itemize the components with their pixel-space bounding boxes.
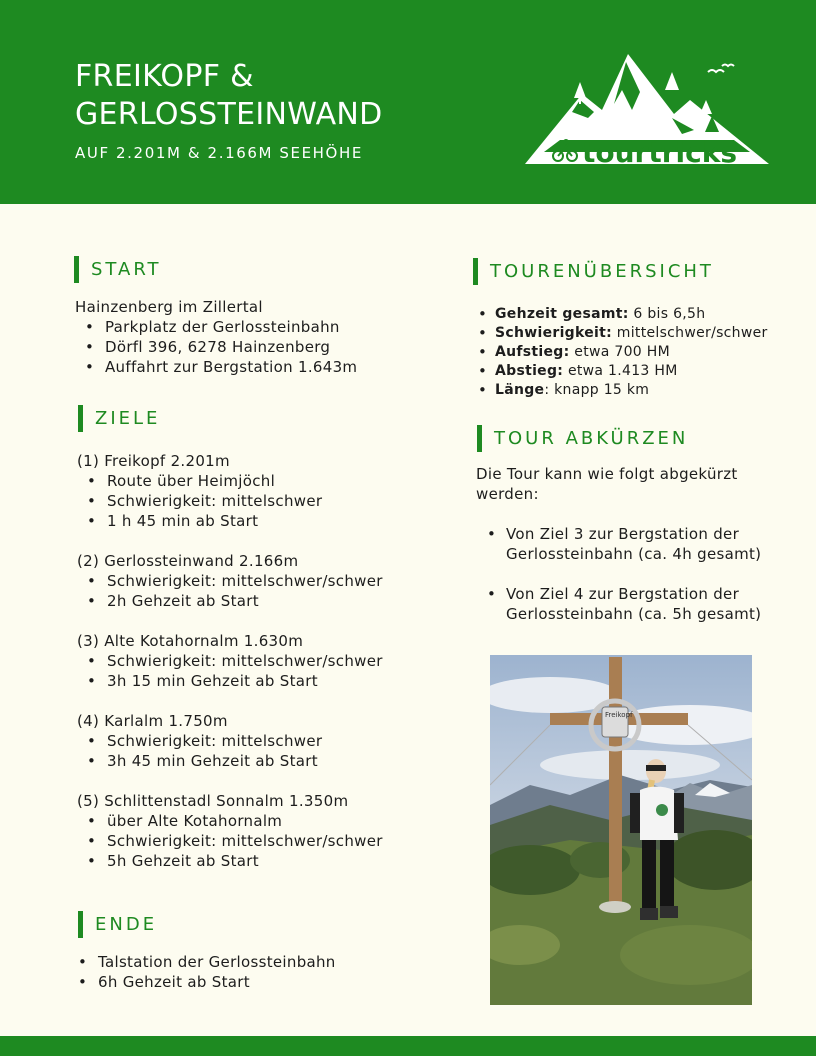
ziel-item: • über Alte Kotahornalm (77, 811, 447, 831)
summit-photo-illustration (490, 655, 752, 1005)
start-item: • Parkplatz der Gerlossteinbahn (75, 317, 435, 337)
footer-bar (0, 1036, 816, 1056)
ziel-item: • Schwierigkeit: mittelschwer/schwer (77, 831, 447, 851)
ende-heading (78, 911, 157, 938)
logo-text: tourtricks (582, 136, 738, 168)
overview-heading-label: TOURENÜBERSICHT (490, 261, 714, 282)
ziel-item: • Schwierigkeit: mittelschwer/schwer (77, 651, 447, 671)
overview-item (475, 324, 795, 343)
ziel-list (77, 731, 447, 771)
tourtricks-logo (522, 52, 772, 168)
summit-photo (490, 655, 752, 1005)
overview-item (475, 343, 795, 362)
ziel-title: (5) Schlittenstadl Sonnalm 1.350m (77, 792, 349, 810)
overview-value: : knapp 15 km (544, 382, 650, 398)
overview-value: mittelschwer/schwer (612, 325, 768, 341)
ende-block (68, 952, 438, 992)
shorten-heading-label: TOUR ABKÜRZEN (494, 428, 689, 449)
ziel-list (77, 651, 447, 691)
ende-item: • Talstation der Gerlossteinbahn (68, 952, 438, 972)
start-heading (74, 256, 162, 283)
ziel-group (77, 711, 447, 771)
ziel-group (77, 791, 447, 871)
overview-label: Gehzeit gesamt: (495, 306, 629, 322)
shorten-item: • Von Ziel 3 zur Bergstation der Gerlossteinbahn (ca. 4h gesamt) (476, 524, 786, 564)
ziel-list (77, 571, 447, 611)
ziel-list (77, 811, 447, 871)
ziel-item: • Schwierigkeit: mittelschwer (77, 731, 447, 751)
page-title (75, 58, 383, 134)
start-item: • Auffahrt zur Bergstation 1.643m (75, 357, 435, 377)
ziele-block (77, 451, 447, 891)
ende-heading-label: ENDE (95, 914, 158, 935)
start-list (75, 317, 435, 377)
ende-item: • 6h Gehzeit ab Start (68, 972, 438, 992)
ziel-group (77, 631, 447, 691)
title-line-1: FREIKOPF & (75, 59, 254, 94)
ziel-item: • 1 h 45 min ab Start (77, 511, 447, 531)
summit-sign-text: Freikopf (605, 711, 633, 719)
ziel-group (77, 451, 447, 531)
ziel-item: • Route über Heimjöchl (77, 471, 447, 491)
heading-bar (78, 405, 83, 432)
ziel-item: • 3h 45 min Gehzeit ab Start (77, 751, 447, 771)
shorten-intro: Die Tour kann wie folgt abgekürzt werden: (476, 465, 738, 503)
header-banner (0, 0, 816, 204)
overview-item (475, 362, 795, 381)
overview-block (475, 305, 795, 400)
title-line-2: GERLOSSTEINWAND (75, 97, 383, 132)
start-location: Hainzenberg im Zillertal (75, 298, 263, 316)
ziel-title: (4) Karlalm 1.750m (77, 712, 228, 730)
heading-bar (477, 425, 482, 452)
ziele-heading-label: ZIELE (95, 408, 161, 429)
overview-label: Abstieg: (495, 363, 564, 379)
overview-label: Schwierigkeit: (495, 325, 613, 341)
overview-item (475, 305, 795, 324)
ziel-title: (1) Freikopf 2.201m (77, 452, 230, 470)
heading-bar (473, 258, 478, 285)
overview-value: 6 bis 6,5h (628, 306, 706, 322)
ziel-item: • 3h 15 min Gehzeit ab Start (77, 671, 447, 691)
overview-value: etwa 1.413 HM (563, 363, 678, 379)
ziel-item: • 5h Gehzeit ab Start (77, 851, 447, 871)
ziel-title: (2) Gerlossteinwand 2.166m (77, 552, 299, 570)
heading-bar (78, 911, 83, 938)
ziel-title: (3) Alte Kotahornalm 1.630m (77, 632, 304, 650)
page-subtitle: AUF 2.201M & 2.166M SEEHÖHE (75, 144, 363, 162)
start-block (75, 297, 435, 377)
ende-list (68, 952, 438, 992)
start-heading-label: START (91, 259, 162, 280)
shorten-item: • Von Ziel 4 zur Bergstation der Gerlossteinbahn (ca. 5h gesamt) (476, 584, 786, 624)
shorten-block (476, 524, 786, 644)
ziel-group (77, 551, 447, 611)
start-item: • Dörfl 396, 6278 Hainzenberg (75, 337, 435, 357)
ziel-item: • Schwierigkeit: mittelschwer/schwer (77, 571, 447, 591)
ziel-item: • Schwierigkeit: mittelschwer (77, 491, 447, 511)
overview-heading (473, 258, 714, 285)
ziele-heading (78, 405, 160, 432)
shorten-list (476, 524, 786, 624)
overview-list (475, 305, 795, 400)
ziel-item: • 2h Gehzeit ab Start (77, 591, 447, 611)
overview-item (475, 381, 795, 400)
overview-label: Aufstieg: (495, 344, 570, 360)
overview-label: Länge (495, 382, 545, 398)
heading-bar (74, 256, 79, 283)
ziel-list (77, 471, 447, 531)
shorten-heading (477, 425, 688, 452)
overview-value: etwa 700 HM (569, 344, 670, 360)
